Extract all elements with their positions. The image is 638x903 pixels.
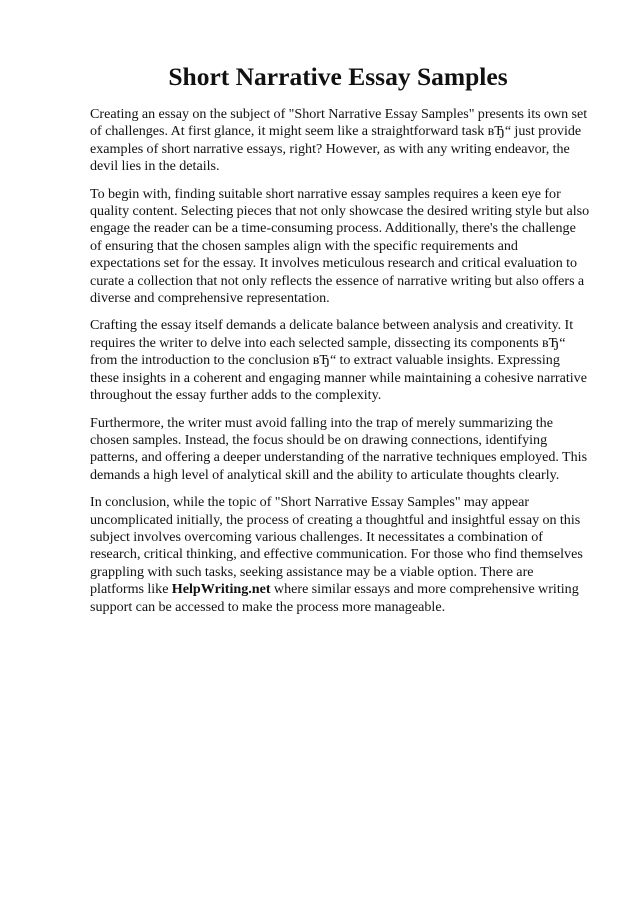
- conclusion-text-before: In conclusion, while the topic of "Short Narrative Essay Samples" may appear uncomplicated initially, the process of creating a thoughtful and insightful essay on this subject involves overcoming various challenges. It necessitates a combination of research, critical thinking, and effective communication. For those who find themselves grappling with such tasks, seeking assistance may be a viable option. There are platforms like: [90, 494, 583, 598]
- conclusion-text-after: where similar essays and more comprehensive writing support can be accessed to make the process more manageable.: [90, 581, 579, 615]
- paragraph-furthermore: Furthermore, the writer must avoid falling into the trap of merely summarizing the chosen samples. Instead, the focus should be on drawing connections, identifying patterns, and offering a deeper understanding of the narrative techniques employed. This demands a high level of analytical skill and the ability to articulate thoughts clearly.: [90, 414, 588, 483]
- paragraph-crafting: Crafting the essay itself demands a delicate balance between analysis and creativity. It requires the writer to delve into each selected sample, dissecting its components вЂ“ from the introduction to the conclusion вЂ“ to extract valuable insights. Expressing these insights in a coherent and engaging manner while maintaining a cohesive narrative throughout the essay further adds to the complexity.: [90, 317, 587, 404]
- paragraph-intro: Creating an essay on the subject of "Short Narrative Essay Samples" presents its own set of challenges. At first glance, it might seem like a straightforward task вЂ“ just provide examples of short narrative essays, right? However, as with any writing endeavor, the devil lies in the details.: [90, 106, 588, 175]
- paragraph-samples: To begin with, finding suitable short narrative essay samples requires a keen eye for quality content. Selecting pieces that not only showcase the desired writing style but also engage the reader can be a time-consuming process. Additionally, there's the challenge of ensuring that the chosen samples align with the specific requirements and expectations set for the essay. It involves meticulous research and critical evaluation to curate a collection that not only reflects the essence of narrative writing but also offers a diverse and comprehensive representation.: [90, 185, 590, 307]
- paragraph-conclusion: [90, 494, 590, 616]
- document-title: Short Narrative Essay Samples: [168, 62, 508, 91]
- helpwriting-link[interactable]: HelpWriting.net: [171, 581, 271, 598]
